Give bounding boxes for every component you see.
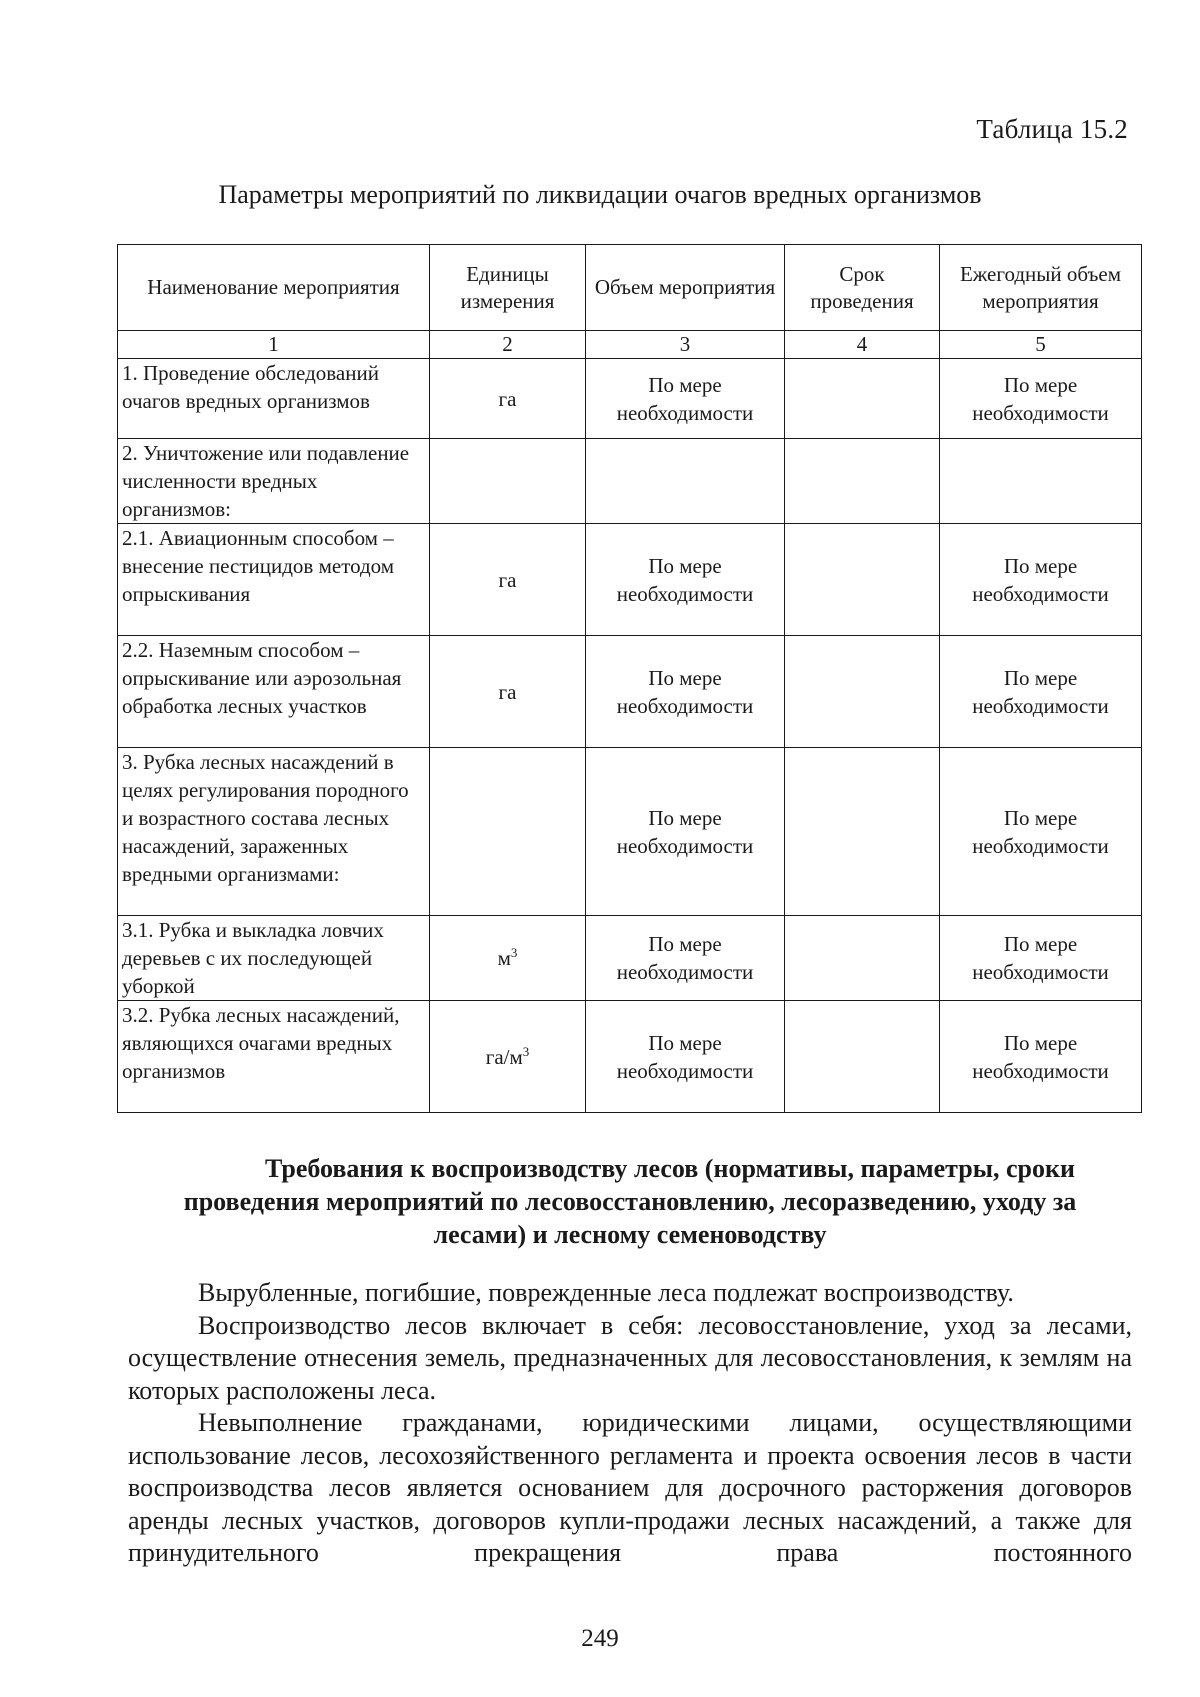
measure-name: 2.2. Наземным способом – опрыскивание или аэрозольная обработка лесных участков xyxy=(118,636,430,748)
measures-table xyxy=(117,244,1142,1113)
annual-volume-cell: По мере необходимости xyxy=(940,359,1142,439)
unit-cell xyxy=(430,748,586,916)
column-number: 2 xyxy=(430,331,586,359)
heading-line: лесами) и лесному семеноводству xyxy=(433,1220,827,1249)
table-row xyxy=(118,748,1142,916)
table-row xyxy=(118,1001,1142,1113)
volume-cell: По мере необходимости xyxy=(586,916,785,1001)
column-number: 3 xyxy=(586,331,785,359)
unit-cell xyxy=(430,636,586,748)
term-cell xyxy=(785,359,940,439)
volume-cell: По мере необходимости xyxy=(586,524,785,636)
term-cell xyxy=(785,524,940,636)
term-cell xyxy=(785,1001,940,1113)
unit-cell xyxy=(430,439,586,524)
body-text xyxy=(128,1277,1132,1570)
column-number: 1 xyxy=(118,331,430,359)
paragraph: Вырубленные, погибшие, поврежденные леса подлежат воспроизводству. xyxy=(198,1278,1014,1307)
annual-volume-cell: По мере необходимости xyxy=(940,1001,1142,1113)
header-cell: Единицы измерения xyxy=(430,245,586,331)
unit-cell xyxy=(430,916,586,1001)
unit-text: га/м xyxy=(485,1044,523,1069)
column-number-row xyxy=(118,331,1142,359)
measure-name: 1. Проведение обследований очагов вредных организмов xyxy=(118,359,430,439)
header-cell: Ежегодный объем мероприятия xyxy=(940,245,1142,331)
header-cell: Наименование мероприятия xyxy=(118,245,430,331)
measure-name: 2.1. Авиационным способом – внесение пестицидов методом опрыскивания xyxy=(118,524,430,636)
column-number: 4 xyxy=(785,331,940,359)
table-row xyxy=(118,359,1142,439)
term-cell xyxy=(785,916,940,1001)
table-caption: Параметры мероприятий по ликвидации очагов вредных организмов xyxy=(218,180,982,209)
annual-volume-cell: По мере необходимости xyxy=(940,524,1142,636)
unit-superscript: 3 xyxy=(510,945,518,960)
volume-cell: По мере необходимости xyxy=(586,1001,785,1113)
heading-line: Требования к воспроизводству лесов (нормативы, параметры, сроки xyxy=(265,1154,1075,1183)
unit-text: га xyxy=(498,386,517,411)
heading-line: проведения мероприятий по лесовосстановлению, лесоразведению, уходу за xyxy=(183,1187,1077,1216)
section-heading xyxy=(118,1152,1142,1251)
term-cell xyxy=(785,636,940,748)
page-number: 249 xyxy=(581,1625,619,1652)
unit-text: га xyxy=(498,679,517,704)
paragraph: Воспроизводство лесов включает в себя: лесовосстановление, уход за лесами, осуществление отнесения земель, предназначенных для лесовосстановления, к землям на которых расположены леса. xyxy=(128,1310,1132,1405)
annual-volume-cell xyxy=(940,439,1142,524)
measure-name: 3. Рубка лесных насаждений в целях регулирования породного и возрастного состава лесных насаждений, зараженных вредными организмами: xyxy=(118,748,430,916)
unit-text: м xyxy=(497,946,511,970)
volume-cell: По мере необходимости xyxy=(586,748,785,916)
annual-volume-cell: По мере необходимости xyxy=(940,748,1142,916)
measure-name: 2. Уничтожение или подавление численности вредных организмов: xyxy=(118,439,430,524)
table-row xyxy=(118,524,1142,636)
annual-volume-cell: По мере необходимости xyxy=(940,636,1142,748)
unit-superscript: 3 xyxy=(522,1043,530,1059)
unit-cell xyxy=(430,1001,586,1113)
paragraph: Невыполнение гражданами, юридическими лицами, осуществляющими использование лесов, лесохозяйственного регламента и проекта освоения лесов в части воспроизводства лесов является основанием для досрочного расторжения договоров аренды лесных участков, договоров купли-продажи лесных насаждений, а также для принудительного прекращения права постоянного xyxy=(128,1408,1132,1567)
column-number: 5 xyxy=(940,331,1142,359)
table-row xyxy=(118,916,1142,1001)
unit-text: га xyxy=(498,567,517,592)
volume-cell xyxy=(586,439,785,524)
measure-name: 3.2. Рубка лесных насаждений, являющихся очагами вредных организмов xyxy=(118,1001,430,1113)
term-cell xyxy=(785,748,940,916)
term-cell xyxy=(785,439,940,524)
table-label: Таблица 15.2 xyxy=(976,114,1128,144)
header-cell: Объем мероприятия xyxy=(586,245,785,331)
unit-cell xyxy=(430,359,586,439)
table-header-row xyxy=(118,245,1142,331)
unit-cell xyxy=(430,524,586,636)
measure-name: 3.1. Рубка и выкладка ловчих деревьев с их последующей уборкой xyxy=(118,916,430,1001)
volume-cell: По мере необходимости xyxy=(586,636,785,748)
annual-volume-cell: По мере необходимости xyxy=(940,916,1142,1001)
table-row xyxy=(118,439,1142,524)
header-cell: Срок проведения xyxy=(785,245,940,331)
volume-cell: По мере необходимости xyxy=(586,359,785,439)
table-row xyxy=(118,636,1142,748)
